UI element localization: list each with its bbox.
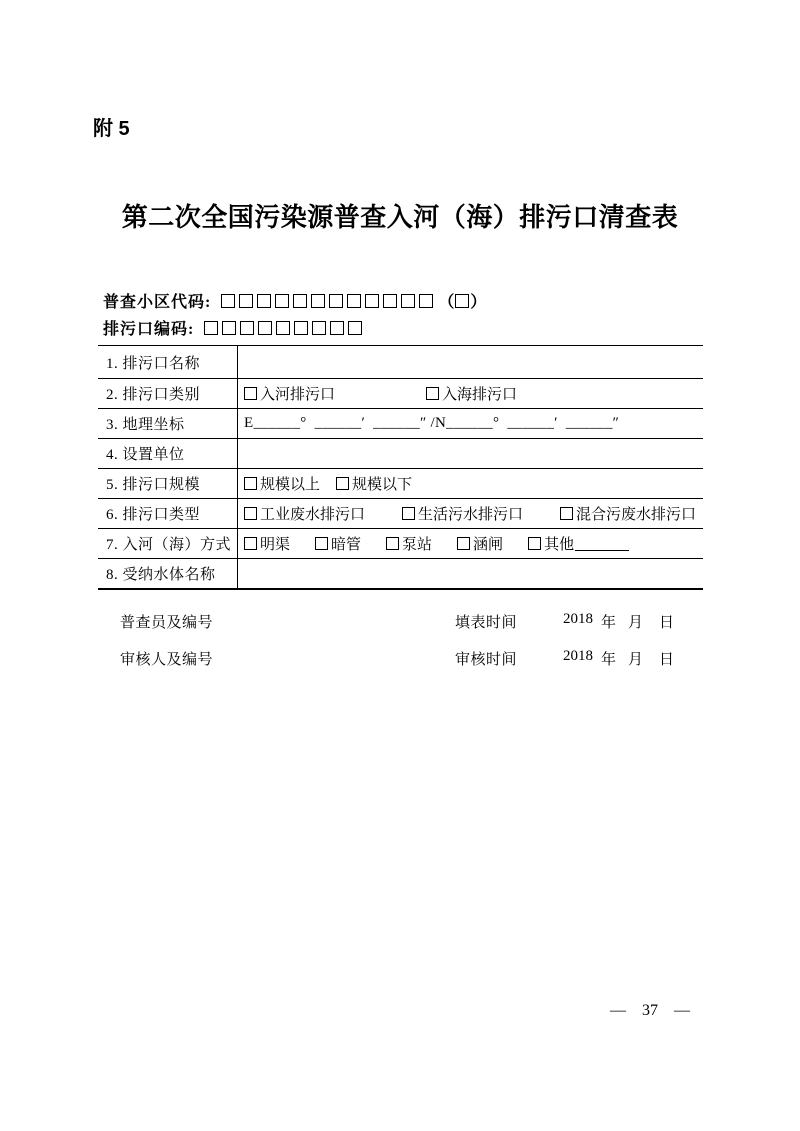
page-number — [610, 1002, 690, 1020]
code-box — [276, 321, 290, 335]
review-year-unit: 年 — [601, 652, 617, 668]
option-label: 入海排污口 — [442, 387, 518, 403]
code-box — [419, 294, 433, 308]
table-row-outlet-type — [98, 499, 703, 529]
code-box — [365, 294, 379, 308]
code-box — [329, 294, 343, 308]
option-label: 生活污水排污口 — [418, 507, 524, 523]
scale-options — [244, 473, 703, 494]
checkbox-option-other — [528, 533, 629, 554]
row-value-blank — [238, 559, 704, 589]
table-row-setup-unit — [98, 439, 703, 469]
code-box — [330, 321, 344, 335]
table-row-outlet-name — [98, 346, 703, 379]
row-label: 7. 入河（海）方式 — [98, 529, 238, 559]
option-label: 规模以上 — [260, 477, 321, 493]
form-table — [98, 345, 703, 590]
code-box — [455, 294, 469, 308]
code-box — [240, 321, 254, 335]
paren-close: ） — [470, 294, 487, 311]
row-label: 1. 排污口名称 — [98, 346, 238, 379]
row-label: 5. 排污口规模 — [98, 469, 238, 499]
checkbox-option — [457, 533, 503, 554]
coordinates-blank: E______° ______′ ______″ /N______° ______′ ______″ — [244, 415, 620, 431]
code-box — [204, 321, 218, 335]
checkbox-option — [244, 503, 365, 524]
code-box — [348, 321, 362, 335]
type-options — [244, 503, 703, 524]
checkbox-icon — [426, 387, 439, 400]
code-box — [275, 294, 289, 308]
code-box — [257, 294, 271, 308]
option-label: 涵闸 — [473, 537, 504, 553]
option-label: 泵站 — [402, 537, 433, 553]
code-box — [239, 294, 253, 308]
code-box — [222, 321, 236, 335]
census-area-code-label: 普查小区代码: — [103, 294, 212, 311]
checkbox-icon — [336, 477, 349, 490]
code-box — [312, 321, 326, 335]
page-number-value: 37 — [642, 1002, 658, 1019]
fill-year-unit: 年 — [601, 615, 617, 631]
checkbox-option — [315, 533, 361, 554]
checkbox-icon — [244, 387, 257, 400]
row-label: 8. 受纳水体名称 — [98, 559, 238, 589]
row-value-blank — [238, 346, 704, 379]
checkbox-icon — [244, 537, 257, 550]
code-box — [347, 294, 361, 308]
row-label: 6. 排污口类型 — [98, 499, 238, 529]
fill-month-unit: 月 — [628, 615, 644, 631]
option-label: 暗管 — [331, 537, 362, 553]
census-area-code-line — [103, 287, 487, 314]
table-row-outlet-scale — [98, 469, 703, 499]
code-box — [258, 321, 272, 335]
paren-open: （ — [438, 294, 455, 311]
page-number-dash-right: — — [674, 1002, 690, 1019]
table-row-entry-method — [98, 529, 703, 559]
review-year: 2018 — [563, 648, 593, 664]
row-value-blank — [238, 439, 704, 469]
surveyor-row — [98, 607, 703, 644]
checkbox-option — [336, 473, 412, 494]
code-box — [221, 294, 235, 308]
category-options — [244, 383, 703, 404]
option-label: 规模以下 — [352, 477, 413, 493]
review-day-unit: 日 — [659, 652, 675, 668]
checkbox-option — [244, 533, 290, 554]
reviewer-row — [98, 644, 703, 681]
fill-day-unit: 日 — [659, 615, 675, 631]
attachment-label: 附 5 — [93, 118, 130, 140]
checkbox-icon — [244, 507, 257, 520]
checkbox-option — [560, 503, 696, 524]
fill-year: 2018 — [563, 611, 593, 627]
form-title: 第二次全国污染源普查入河（海）排污口清查表 — [121, 202, 679, 232]
page-number-dash-left: — — [610, 1002, 626, 1019]
outlet-code-line — [103, 314, 487, 341]
table-row-coordinates — [98, 409, 703, 439]
option-label: 其他 — [544, 537, 575, 553]
checkbox-icon — [457, 537, 470, 550]
checkbox-icon — [315, 537, 328, 550]
row-label: 4. 设置单位 — [98, 439, 238, 469]
checkbox-option — [426, 383, 517, 404]
checkbox-option — [386, 533, 432, 554]
code-header — [103, 287, 487, 341]
census-area-code-boxes — [221, 294, 433, 308]
signoff-section — [98, 607, 703, 681]
reviewer-label: 审核人及编号 — [120, 652, 214, 668]
entry-method-options — [244, 533, 703, 554]
row-label: 2. 排污口类别 — [98, 379, 238, 409]
table-row-outlet-category — [98, 379, 703, 409]
other-blank-line — [575, 536, 629, 551]
review-month-unit: 月 — [628, 652, 644, 668]
checkbox-icon — [386, 537, 399, 550]
census-area-paren-box — [455, 294, 469, 308]
surveyor-label: 普查员及编号 — [120, 615, 214, 631]
option-label: 工业废水排污口 — [260, 507, 366, 523]
checkbox-icon — [402, 507, 415, 520]
code-box — [294, 321, 308, 335]
code-box — [383, 294, 397, 308]
option-label: 明渠 — [260, 537, 291, 553]
checkbox-option — [244, 473, 320, 494]
row-label: 3. 地理坐标 — [98, 409, 238, 439]
review-time-label: 审核时间 — [455, 652, 518, 668]
checkbox-icon — [244, 477, 257, 490]
outlet-code-label: 排污口编码: — [103, 321, 195, 338]
checkbox-icon — [560, 507, 573, 520]
option-label: 混合污废水排污口 — [576, 507, 697, 523]
fill-time-label: 填表时间 — [455, 615, 518, 631]
option-label: 入河排污口 — [260, 387, 336, 403]
code-box — [401, 294, 415, 308]
code-box — [293, 294, 307, 308]
outlet-code-boxes — [204, 321, 362, 335]
table-row-receiving-water — [98, 559, 703, 589]
checkbox-option — [244, 383, 335, 404]
code-box — [311, 294, 325, 308]
checkbox-option — [402, 503, 523, 524]
checkbox-icon — [528, 537, 541, 550]
